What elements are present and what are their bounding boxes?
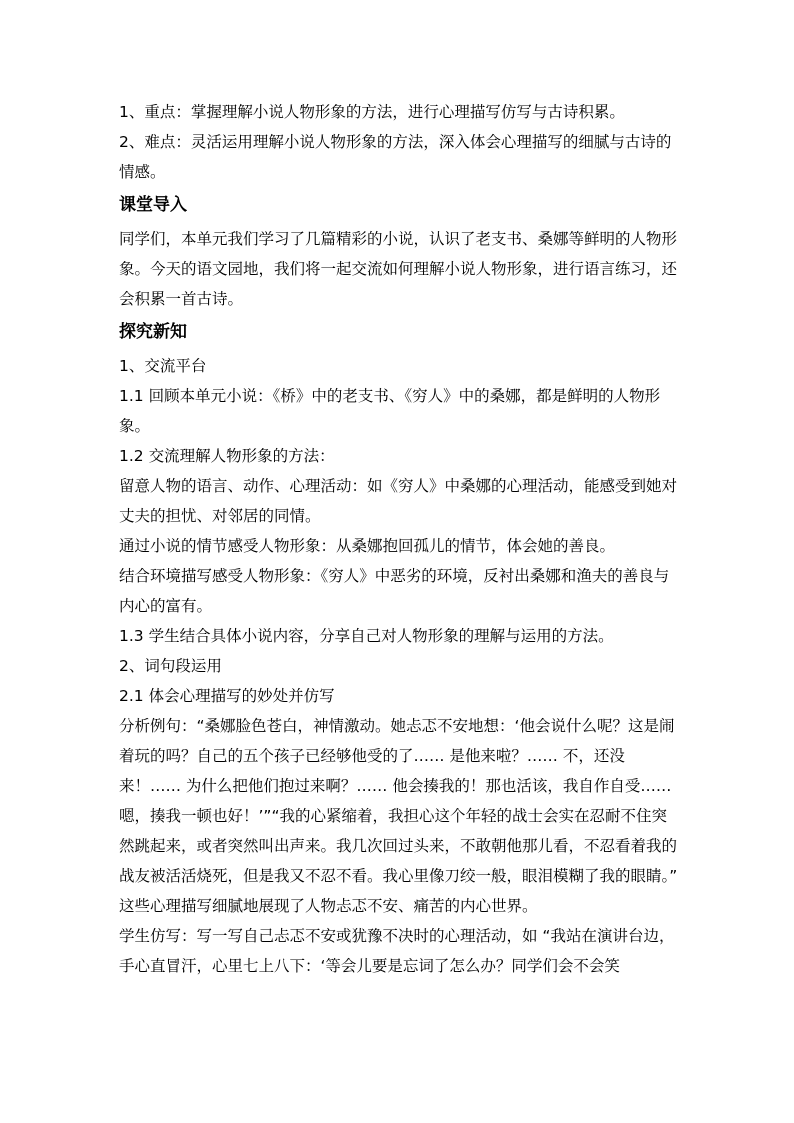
section-heading-explore: 探究新知 [119, 322, 187, 342]
explore-item: 1.3 学生结合具体小说内容，分享自己对人物形象的理解与运用的方法。 [119, 627, 614, 645]
explore-item: 1.1 回顾本单元小说：《桥》中的老支书、《穷人》中的桑娜，都是鲜明的人物形象。 [119, 387, 661, 435]
objective-difficulty: 2、难点：灵活运用理解小说人物形象的方法，深入体会心理描写的细腻与古诗的情感。 [119, 133, 672, 181]
explore-item: 结合环境描写感受人物形象：《穷人》中恶劣的环境，反衬出桑娜和渔夫的善良与内心的富有。 [119, 567, 670, 615]
explore-item: 2.1 体会心理描写的妙处并仿写 [119, 687, 335, 705]
student-imitation-paragraph: 学生仿写：写一写自己忐忑不安或犹豫不决时的心理活动，如 “我站在演讲台边，手心直冒汗，心里七上八下：‘等会儿要是忘词了怎么办？同学们会不会笑 [119, 927, 675, 975]
objective-key-point: 1、重点：掌握理解小说人物形象的方法，进行心理描写仿写与古诗积累。 [119, 103, 625, 121]
section-heading-intro: 课堂导入 [119, 195, 187, 215]
explore-item: 1.2 交流理解人物形象的方法： [119, 447, 335, 465]
example-analysis-paragraph: 分析例句：“桑娜脸色苍白，神情激动。她忐忑不安地想：‘他会说什么呢？这是闹着玩的吗？自己的五个孩子已经够他受的了…… 是他来啦？…… 不，还没来！…… 为什么把他们抱过来啊？…… 他会揍我的！那也活该，我自作自受…… 嗯，揍我一顿也好！’”“我的心紧缩着，我担心这个年轻的战士会实在忍耐不住突然跳起来，或者突然叫出声来。我几次回过头来，不敢朝他那儿看，不忍看着我的战友被活活烧死，但是我又不忍不看。我心里像刀绞一般，眼泪模糊了我的眼睛。” 这些心理描写细腻地展现了人物忐忑不安、痛苦的内心世界。 [119, 717, 678, 915]
explore-item: 1、交流平台 [119, 357, 207, 375]
document-page [119, 97, 679, 981]
explore-item: 2、词句段运用 [119, 657, 222, 675]
intro-paragraph: 同学们，本单元我们学习了几篇精彩的小说，认识了老支书、桑娜等鲜明的人物形象。今天的语文园地，我们将一起交流如何理解小说人物形象，进行语言练习，还会积累一首古诗。 [119, 230, 678, 308]
explore-item: 通过小说的情节感受人物形象：从桑娜抱回孤儿的情节，体会她的善良。 [119, 537, 616, 555]
explore-item: 留意人物的语言、动作、心理活动：如《穷人》中桑娜的心理活动，能感受到她对丈夫的担忧、对邻居的同情。 [119, 477, 678, 525]
